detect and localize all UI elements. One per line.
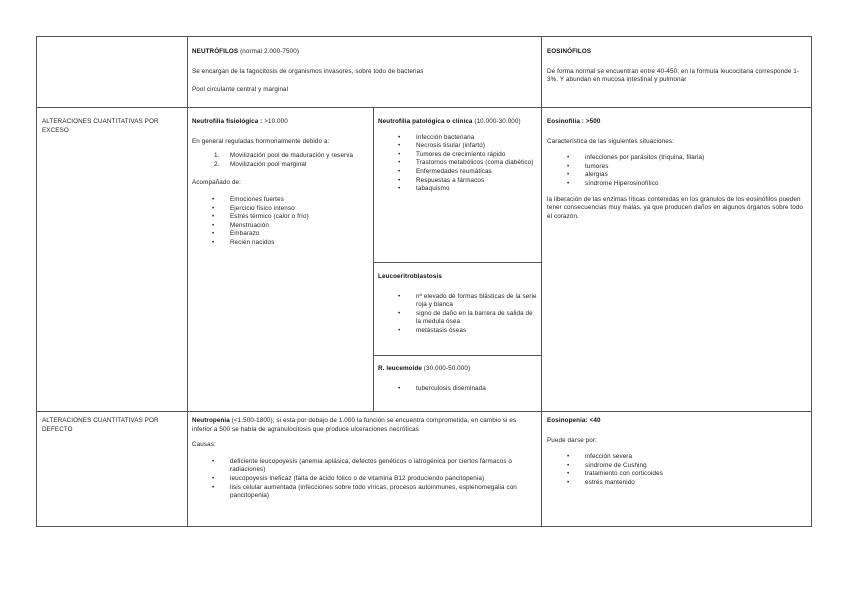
neutrofilos-title: NEUTRÓFILOS	[192, 48, 239, 55]
list-item: • Necrosis tisular (infarto)	[416, 142, 538, 151]
leucoeritroblastosis-cell	[378, 273, 538, 336]
fisiologica-intro: En general reguladas hormonalmente debido a:	[192, 137, 330, 145]
list-item: • Enfermedades reumáticas	[416, 168, 538, 177]
list-item: • Ejercicio físico intenso	[230, 205, 368, 214]
list-item: • infección severa	[585, 453, 805, 462]
list-item: • Embarazo	[230, 230, 368, 239]
eosinopenia-intro: Puede darse por:	[547, 436, 597, 444]
column-divider-2	[541, 37, 542, 526]
eosinopenia-list	[585, 453, 805, 487]
fisiologica-list	[230, 196, 368, 248]
defecto-label: ALTERACIONES CUANTITATIVAS POR DEFECTO	[42, 417, 159, 433]
list-item: • estrés mantenido	[585, 479, 805, 488]
subrow-divider-2	[373, 355, 541, 356]
list-item: • síndrome de Cushing	[585, 462, 805, 471]
list-item: • Respuestas a fármacos	[416, 177, 538, 186]
leucoeritro-title: Leucoeritroblastosis	[378, 273, 442, 280]
eosinofilia-cell	[547, 118, 805, 221]
eosinofilia-list	[585, 154, 805, 188]
neutrofilos-title-line	[192, 48, 532, 57]
neutropenia-cell	[192, 417, 532, 501]
list-item: • tumores	[585, 163, 805, 172]
exceso-label: ALTERACIONES CUANTITATIVAS POR EXCESO	[42, 118, 159, 134]
list-item: • signo de daño en la barrera de salida de la medula ósea	[416, 310, 538, 327]
eosinofilia-title: Eosinofilia : >500	[547, 118, 601, 125]
list-item: • metástasis óseas	[416, 327, 538, 336]
list-item: • tuberculosis diseminada	[416, 385, 538, 394]
eosinofilia-paragraph: la liberación de las enzimas líticas contenidas en los gránulos de los eosinófilos pueden tener consecuencias muy malas, ya que producen daños en algunos órganos sobre todo el corazón.	[547, 195, 804, 220]
list-item-number: 2.	[214, 160, 220, 168]
fisiologica-value: >10.000	[262, 118, 288, 125]
list-item: • Infección bacteriana	[416, 134, 538, 143]
neutrofilos-pool: Pool circulante central y marginal	[192, 86, 289, 94]
list-item: • deficiente leucopoyesis (anemia aplásica, defectos genéticos o iatrogénica por ciertos fármacos o radiaciones)	[230, 458, 532, 475]
patologica-title: Neutrofilia patológica o clínica	[378, 118, 473, 125]
neutropenia-title: Neutropenia	[192, 417, 230, 424]
neutropenia-causas: Causas:	[192, 441, 216, 449]
list-item: • Tumores de crecimiento rápido	[416, 151, 538, 160]
list-item: • Menstruación	[230, 222, 368, 231]
patologica-list	[416, 134, 538, 194]
leucemoide-list	[416, 385, 538, 394]
list-item: • alergias	[585, 171, 805, 180]
row-divider-2	[37, 411, 811, 412]
leucemoide-value: (30.000-50.000)	[422, 365, 471, 372]
neutropenia-text-line	[192, 417, 532, 434]
list-item-number: 1.	[214, 152, 220, 160]
list-item-text: Movilización pool marginal	[230, 160, 307, 168]
fisiologica-acompanado: Acompañado de:	[192, 179, 242, 187]
eosinopenia-title: Eosinopenia: <40	[547, 417, 601, 424]
eosinofilos-desc: De forma normal se encuentran entre 40-450; en la formula leucocitaria corresponde 1-3%. Y abundan en mucosa intestinal y pulmonar	[547, 67, 800, 84]
column-divider-mid	[373, 107, 374, 411]
list-item: • Emociones fuertes	[230, 196, 368, 205]
leucoeritro-list	[416, 293, 538, 336]
list-item: • tabaquismo	[416, 185, 538, 194]
neutrofilia-fisiologica-cell	[192, 118, 368, 248]
eosinofilos-header-cell	[547, 48, 802, 85]
neutrofilia-patologica-cell	[378, 118, 538, 194]
list-item	[214, 160, 368, 170]
patologica-value: (10.000-30.000)	[472, 118, 521, 125]
eosinopenia-cell	[547, 417, 805, 488]
fisiologica-title: Neutrofilia fisiológica :	[192, 118, 263, 125]
list-item: • nº elevado de formas blásticas de la serie roja y blanca	[416, 293, 538, 310]
list-item-text: Movilización pool de maduración y reserva	[230, 152, 354, 160]
list-item: • Recién nacidos	[230, 239, 368, 248]
eosinofilia-intro: Característica de las siguientes situaciones:	[547, 137, 674, 145]
list-item: • leucopoyesis ineficaz (falta de ácido fólico o de vitamina B12 produciendo pancitopenia)	[230, 475, 532, 484]
leukocyte-table	[36, 36, 812, 527]
list-item: • infecciones por parásitos (triquina, filaria)	[585, 154, 805, 163]
list-item: • Estrés térmico (calor o frío)	[230, 213, 368, 222]
column-divider-1	[187, 37, 188, 526]
neutrofilos-desc: Se encargan de la fagocitosis de organismos invasores, sobre todo de bacterias	[192, 67, 424, 75]
list-item: • Trastornos metabólicos (coma diabético)	[416, 159, 538, 168]
list-item: • tratamiento con corticoides	[585, 470, 805, 479]
eosinofilos-title: EOSINÓFILOS	[547, 48, 592, 55]
list-item: • lisis celular aumentada (infecciones sobre todo víricas, procesos autoinmunes, esplenomegalia con pancitopenia)	[230, 484, 532, 501]
neutropenia-list	[230, 458, 532, 501]
fisiologica-numbered-list	[214, 152, 368, 169]
neutrofilos-header-cell	[192, 48, 532, 95]
list-item	[214, 152, 368, 161]
leucemoide-cell	[378, 365, 538, 393]
row-divider-1	[37, 107, 811, 108]
leucemoide-title: R. leucemoide	[378, 365, 422, 372]
subrow-divider-1	[373, 262, 541, 263]
neutropenia-text: (<1.500-1800); si esta por debajo de 1.000 la función se encuentra comprometida, en cambio si es inferior a 500 se habla de agranulocitosis que produce ulceraciones necróticas	[192, 417, 517, 433]
neutrofilos-normal: (normal 2.000-7500)	[238, 48, 300, 55]
list-item: • síndrome Hiperosinofílico	[585, 180, 805, 189]
